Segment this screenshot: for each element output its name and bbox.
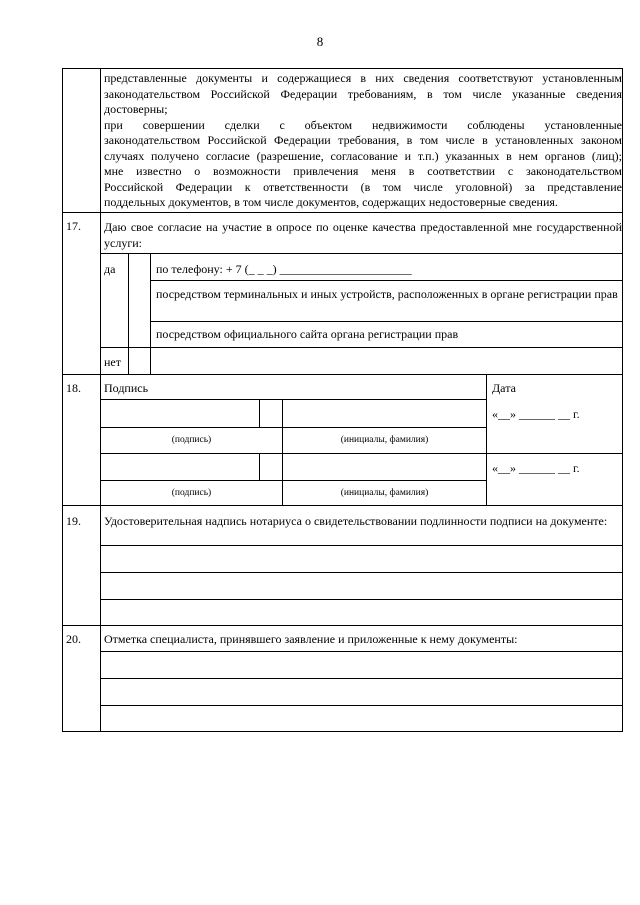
row-divider <box>150 321 623 322</box>
signature-caption: (подпись) <box>171 488 212 498</box>
declaration-text <box>104 71 622 211</box>
date-column-divider <box>486 374 487 505</box>
section18-number: 18. <box>66 381 81 395</box>
declaration-line: представленные документы и содержащиеся в них сведения соответствуют установленным <box>104 71 622 85</box>
signature-field-2[interactable] <box>101 454 259 480</box>
declaration-line: законодательством Российской Федерации требования, в том числе в установленных законом <box>104 133 622 147</box>
table-right-border <box>622 68 623 732</box>
date-header: Дата <box>492 381 516 395</box>
row-divider <box>100 253 623 254</box>
section20-title: Отметка специалиста, принявшего заявление и приложенные к нему документы: <box>104 632 518 646</box>
signature-caption: (подпись) <box>171 435 212 445</box>
declaration-line: мне известно о возможности привлечения меня в соответствии с законодательством <box>104 164 622 178</box>
date-field-1[interactable]: «__» ______ __ г. <box>492 407 580 421</box>
notary-note-field[interactable] <box>101 546 622 626</box>
initials-caption: (инициалы, фамилия) <box>340 488 429 498</box>
initials-caption: (инициалы, фамилия) <box>340 435 429 445</box>
section17-top-border <box>62 212 623 213</box>
no-label: нет <box>104 355 121 369</box>
date-field-2[interactable]: «__» ______ __ г. <box>492 461 580 475</box>
row-divider <box>100 427 487 428</box>
section17-title: Даю свое согласие на участие в опросе по оценке качества предоставленной мне государственной услуги: <box>104 220 622 250</box>
page-number: 8 <box>316 34 324 49</box>
yes-label: да <box>104 262 116 276</box>
initials-field-2[interactable] <box>283 454 486 480</box>
section17-number: 17. <box>66 219 81 233</box>
declaration-line: поддельных документов, в том числе документов, содержащих недостоверные сведения. <box>104 195 558 209</box>
options-column-divider <box>150 253 151 374</box>
section20-top-border <box>62 625 623 626</box>
section19-number: 19. <box>66 514 81 528</box>
no-checkbox[interactable] <box>129 348 150 374</box>
table-left-border <box>62 68 63 732</box>
table-bottom-border <box>62 731 623 732</box>
initials-field-1[interactable] <box>283 400 486 427</box>
section19-top-border <box>62 505 623 506</box>
yes-checkbox[interactable] <box>129 254 150 347</box>
signature-divider <box>259 453 260 480</box>
option-website[interactable]: посредством официального сайта органа регистрации прав <box>156 327 459 341</box>
section20-number: 20. <box>66 632 81 646</box>
row-divider <box>150 280 623 281</box>
declaration-line: достоверны; <box>104 102 168 116</box>
section18-top-border <box>62 374 623 375</box>
section19-title: Удостоверительная надпись нотариуса о свидетельствовании подлинности подписи на документе: <box>104 514 608 528</box>
signature-divider <box>259 399 260 427</box>
specialist-note-field[interactable] <box>101 652 622 731</box>
option-terminal[interactable]: посредством терминальных и иных устройств, расположенных в органе регистрации прав <box>156 287 618 301</box>
declaration-line: Российской Федерации к ответственности (в том числе уголовной) за представление <box>104 179 622 194</box>
option-phone[interactable]: по телефону: + 7 (_ _ _) ______________________ <box>156 262 412 276</box>
row-divider <box>100 480 487 481</box>
declaration-line: законодательством Российской Федерации требованиям, в том числе указанные сведения <box>104 86 622 101</box>
signature-header: Подпись <box>104 381 149 395</box>
signature-field-1[interactable] <box>101 400 259 427</box>
declaration-line: при совершении сделки с объектом недвижимости соблюдены установленные <box>104 117 622 132</box>
table-top-border <box>62 68 623 69</box>
declaration-line: случаях получено согласие (разрешение, согласование и т.п.) указанных в нем органов (лиц); <box>104 148 622 163</box>
row-divider <box>100 347 623 348</box>
